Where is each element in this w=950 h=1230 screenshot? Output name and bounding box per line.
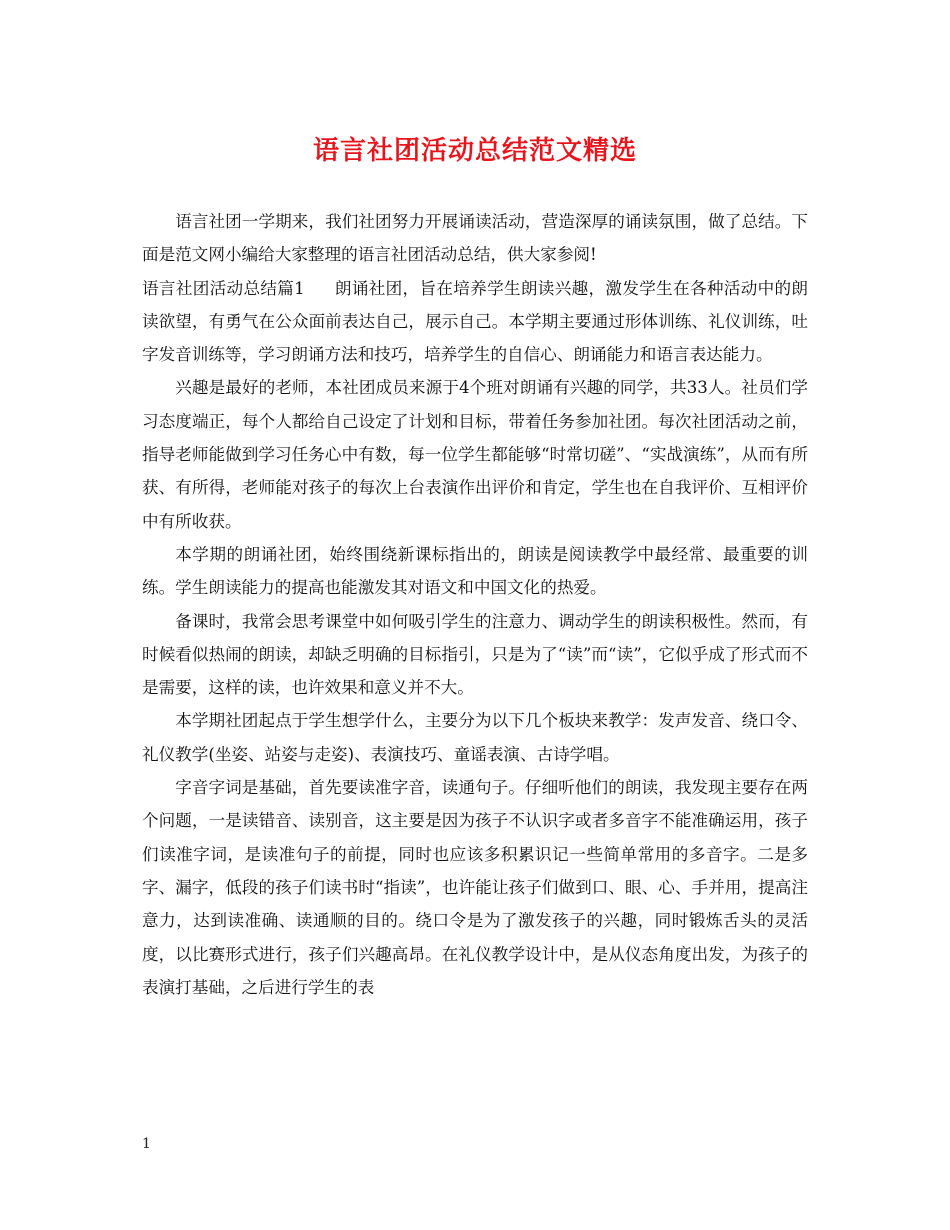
body-paragraph: 兴趣是最好的老师，本社团成员来源于4个班对朗诵有兴趣的同学，共33人。社员们学习态度端正，每个人都给自己设定了计划和目标，带着任务参加社团。每次社团活动之前，指导老师能做到学习任务心中有数，每一位学生都能够“时常切磋”、“实战演练”，从而有所获、有所得，老师能对孩子的每次上台表演作出评价和肯定，学生也在自我评价、互相评价中有所收获。 xyxy=(142,378,808,531)
intro-paragraph: 语言社团一学期来，我们社团努力开展诵读活动，营造深厚的诵读氛围，做了总结。下面是范文网小编给大家整理的语言社团活动总结，供大家参阅! xyxy=(142,212,808,265)
section-first-text: 朗诵社团，旨在培养学生朗读兴趣，激发学生在各种活动中的朗读欲望，有勇气在公众面前表达自己，展示自己。本学期主要通过形体训练、礼仪训练，吐字发音训练等，学习朗诵方法和技巧，培养学生的自信心、朗诵能力和语言表达能力。 xyxy=(142,278,809,365)
section-heading: 语言社团活动总结篇1 xyxy=(142,278,305,298)
body-paragraph: 本学期的朗诵社团，始终围绕新课标指出的，朗读是阅读教学中最经常、最重要的训练。学生朗读能力的提高也能激发其对语文和中国文化的热爱。 xyxy=(142,544,808,598)
page-number: 1 xyxy=(142,1136,151,1152)
body-paragraph: 本学期社团起点于学生想学什么，主要分为以下几个板块来教学：发声发音、绕口令、礼仪教学(坐姿、站姿与走姿)、表演技巧、童谣表演、古诗学唱。 xyxy=(142,711,808,764)
section-paragraph xyxy=(142,272,808,372)
body-paragraph: 字音字词是基础，首先要读准字音，读通句子。仔细听他们的朗读，我发现主要存在两个问题，一是读错音、读别音，这主要是因为孩子不认识字或者多音字不能准确运用，孩子们读准字词，是读准句子的前提，同时也应该多积累识记一些简单常用的多音字。二是多字、漏字，低段的孩子们读书时“指读”，也许能让孩子们做到口、眼、心、手并用，提高注意力，达到读准确、读通顺的目的。绕口令是为了激发孩子的兴趣，同时锻炼舌头的灵活度，以比赛形式进行，孩子们兴趣高昂。在礼仪教学设计中，是从仪态角度出发，为孩子的表演打基础，之后进行学生的表 xyxy=(142,778,808,997)
body-paragraph: 备课时，我常会思考课堂中如何吸引学生的注意力、调动学生的朗读积极性。然而，有时候看似热闹的朗读，却缺乏明确的目标指引，只是为了“读”而“读”，它似乎成了形式而不是需要，这样的读，也许效果和意义并不大。 xyxy=(142,611,808,698)
document-title: 语言社团活动总结范文精选 xyxy=(312,136,637,166)
document-body xyxy=(142,205,808,1004)
